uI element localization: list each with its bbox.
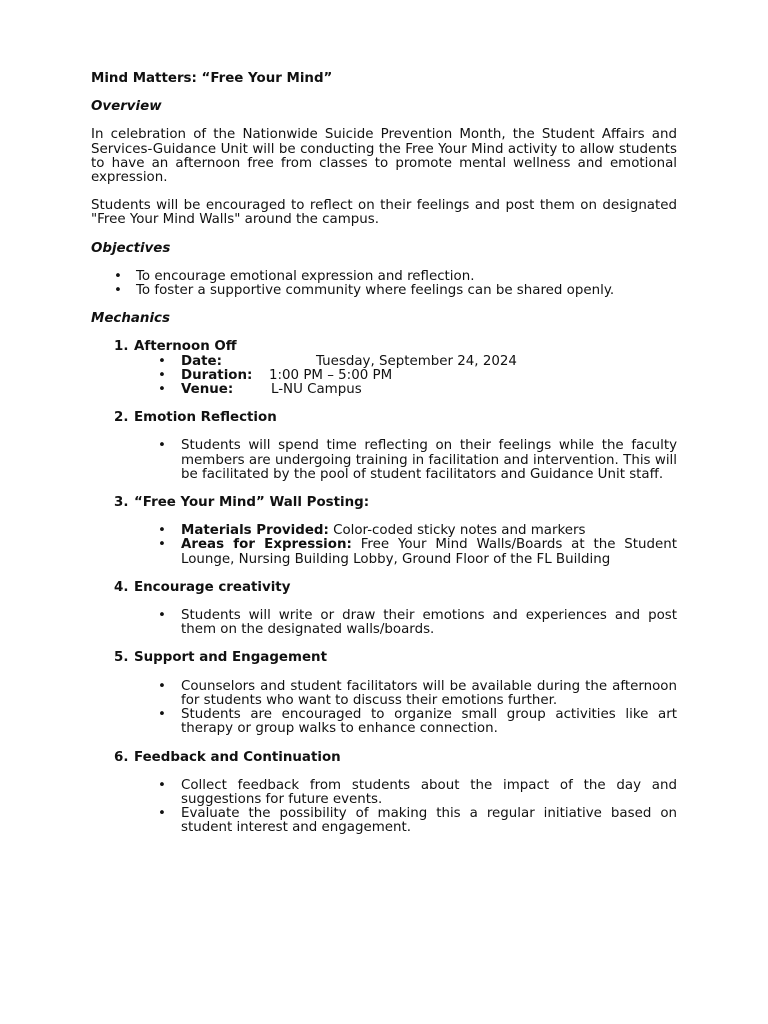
mechanics-heading: Mechanics <box>91 311 170 327</box>
duration-value: 1:00 PM – 5:00 PM <box>269 367 393 383</box>
mechanic-number: 4. <box>114 579 129 595</box>
mechanic-number: 5. <box>114 650 129 666</box>
areas-item <box>91 538 677 566</box>
mechanic-title: Feedback and Continuation <box>134 749 341 765</box>
venue-label: Venue: <box>181 382 234 398</box>
mechanic-creativity <box>91 581 677 638</box>
mechanic-bullet: • Students are encouraged to organize small group activities like art therapy or group walks to enhance connection. <box>91 708 677 736</box>
objectives-heading: Objectives <box>91 240 171 256</box>
mechanic-feedback <box>91 751 677 836</box>
areas-label: Areas for Expression: <box>181 537 352 553</box>
mechanic-title: Support and Engagement <box>134 650 327 666</box>
objective-item: • To foster a supportive community where feelings can be shared openly. <box>91 284 677 298</box>
mechanic-afternoon-off <box>91 340 677 397</box>
mechanic-bullet: • Counselors and student facilitators will be available during the afternoon for students who want to discuss their emotions further. <box>91 680 677 708</box>
detail-duration <box>91 369 677 383</box>
mechanic-number: 2. <box>114 410 129 426</box>
mechanic-number: 3. <box>114 495 129 511</box>
mechanic-number: 6. <box>114 749 129 765</box>
detail-date <box>91 355 677 369</box>
mechanic-emotion-reflection <box>91 411 677 482</box>
areas-value: Free Your Mind Walls/Boards at the Student Lounge, Nursing Building Lobby, Ground Floor of the FL Building <box>181 537 677 567</box>
venue-value: L-NU Campus <box>271 382 362 398</box>
overview-paragraph: In celebration of the Nationwide Suicide Prevention Month, the Student Affairs and Services-Guidance Unit will be conducting the Free Your Mind activity to allow students to have an afternoon free from classes to promote mental wellness and emotional expression. <box>91 127 677 186</box>
document-page <box>91 72 677 850</box>
mechanic-bullet: • Evaluate the possibility of making this a regular initiative based on student interest and engagement. <box>91 807 677 835</box>
mechanic-title: Encourage creativity <box>134 579 291 595</box>
overview-paragraph: Students will be encouraged to reflect on their feelings and post them on designated "Free Your Mind Walls" around the campus. <box>91 198 677 228</box>
materials-item <box>91 524 677 538</box>
date-value: Tuesday, September 24, 2024 <box>316 353 517 369</box>
materials-label: Materials Provided: <box>181 523 329 539</box>
mechanic-number: 1. <box>114 339 129 355</box>
mechanic-title: Afternoon Off <box>134 339 237 355</box>
materials-value: Color-coded sticky notes and markers <box>328 523 586 539</box>
objective-item: • To encourage emotional expression and reflection. <box>91 270 677 284</box>
objectives-list <box>91 270 677 298</box>
overview-heading: Overview <box>91 99 162 115</box>
mechanic-support <box>91 651 677 736</box>
duration-label: Duration: <box>181 367 253 383</box>
mechanic-bullet: • Collect feedback from students about the impact of the day and suggestions for future events. <box>91 779 677 807</box>
date-label: Date: <box>181 353 222 369</box>
mechanic-bullet: • Students will spend time reflecting on their feelings while the faculty members are undergoing training in facilitation and intervention. This will be facilitated by the pool of student facilitators and Guidance Unit staff. <box>91 439 677 482</box>
mechanic-title: Emotion Reflection <box>134 410 277 426</box>
mechanic-bullet: • Students will write or draw their emotions and experiences and post them on the designated walls/boards. <box>91 609 677 637</box>
mechanic-wall-posting <box>91 496 677 567</box>
mechanic-title: “Free Your Mind” Wall Posting: <box>134 495 370 511</box>
detail-venue <box>91 383 677 397</box>
document-title: Mind Matters: “Free Your Mind” <box>91 71 333 86</box>
